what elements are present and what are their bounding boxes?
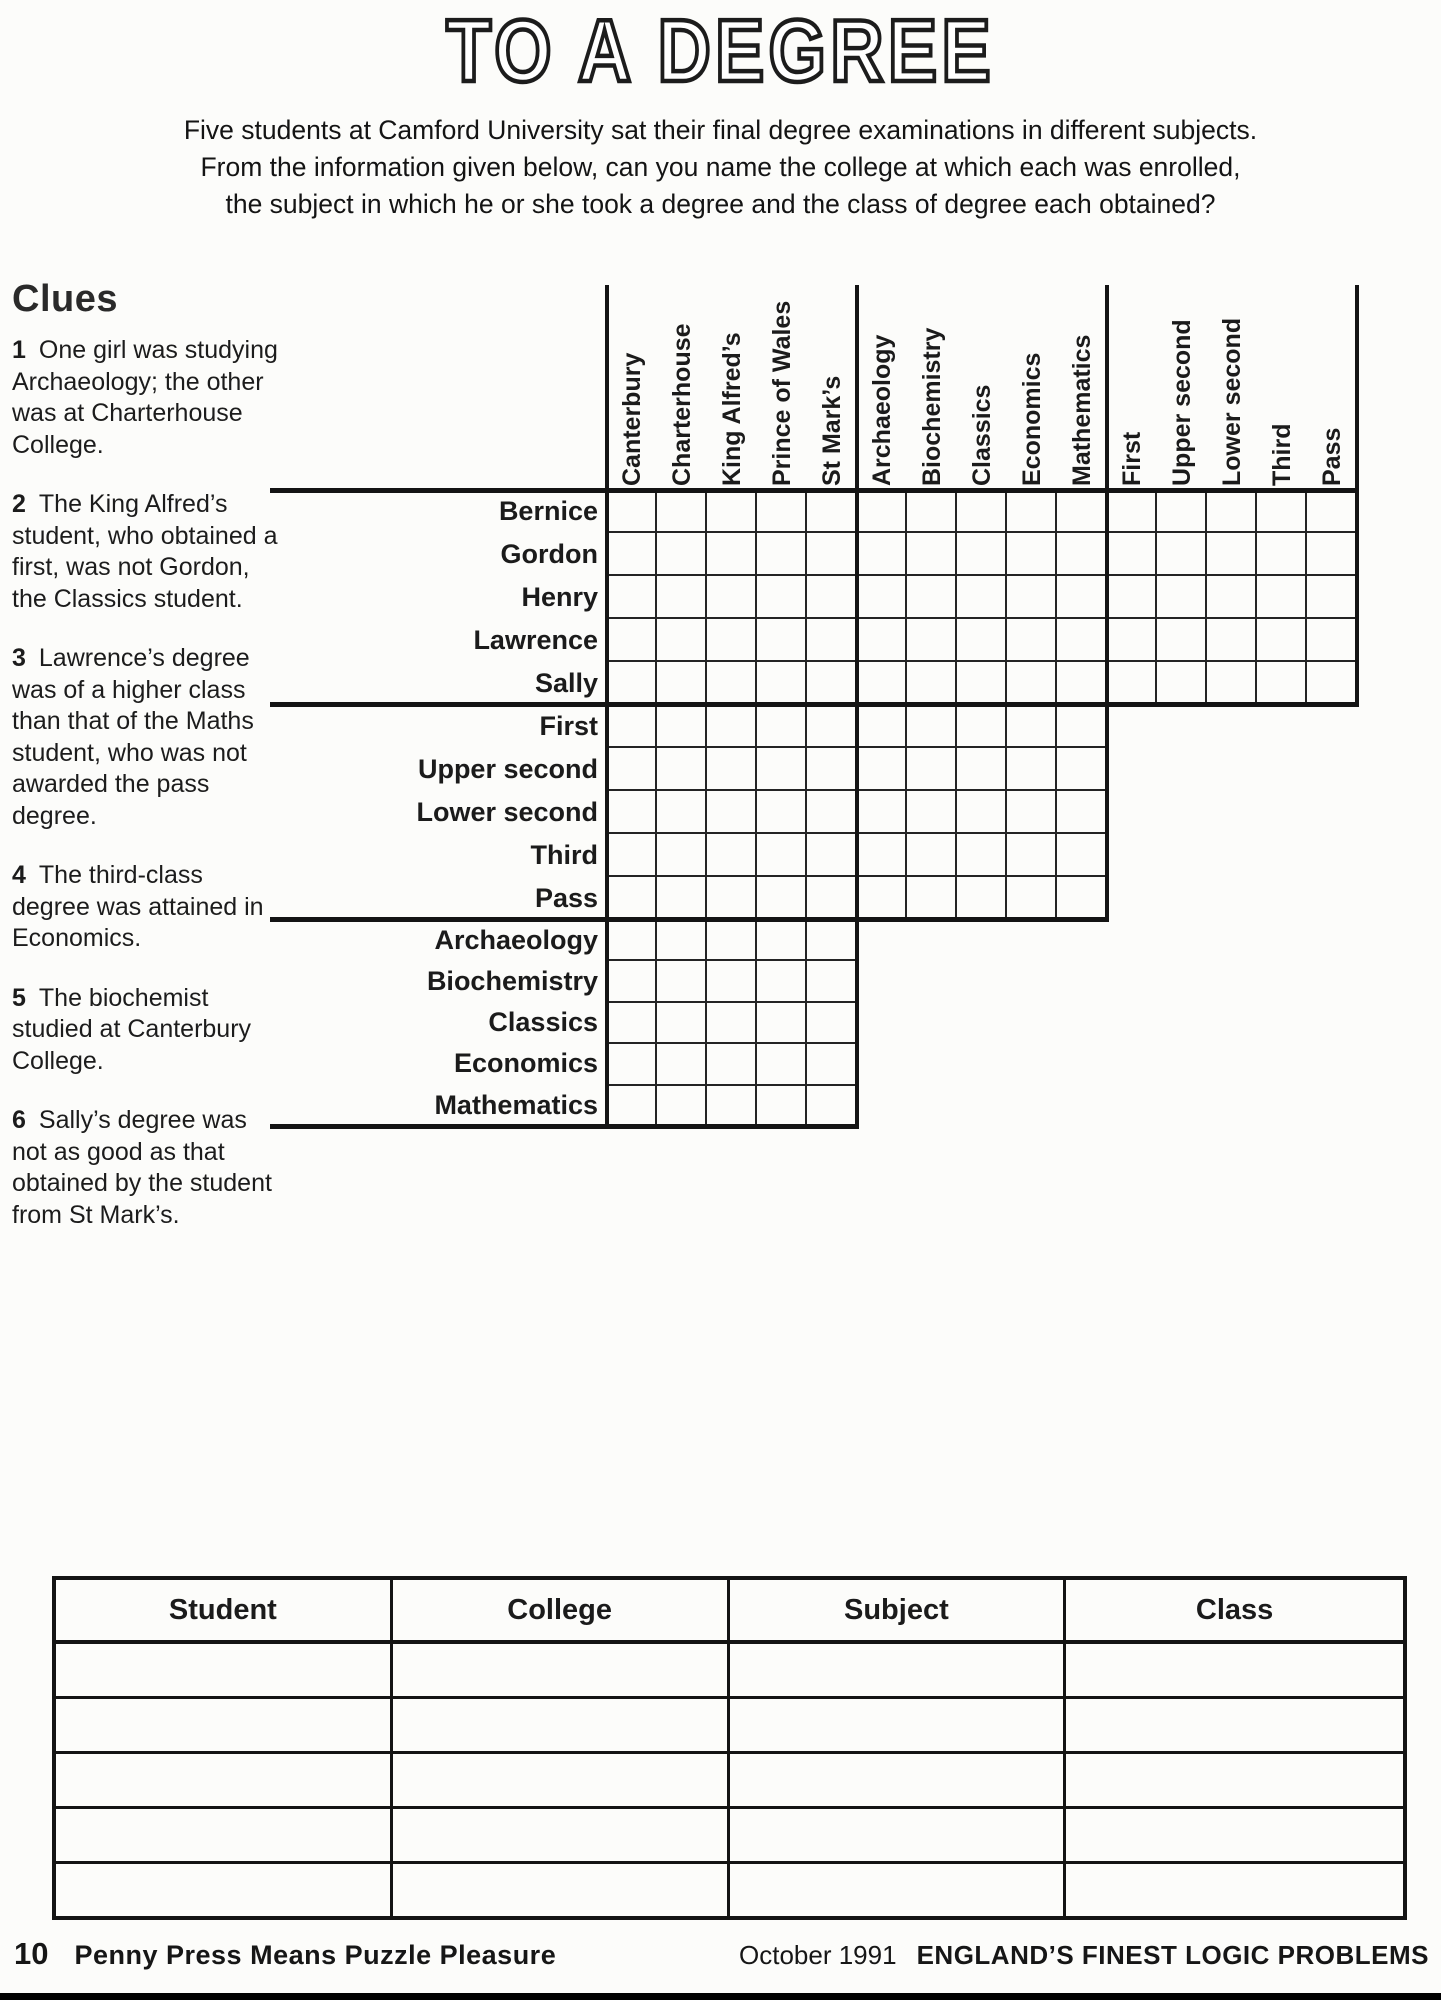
row-label-upper-second: Upper second: [417, 754, 598, 784]
col-header-label: First: [1118, 431, 1146, 486]
grid-cell[interactable]: [1207, 662, 1257, 705]
grid-cell[interactable]: [657, 576, 707, 619]
clues-heading: Clues: [12, 278, 118, 320]
grid-cell[interactable]: [657, 490, 707, 533]
grid-cell[interactable]: [1107, 576, 1157, 619]
answer-cell[interactable]: [1066, 1699, 1403, 1751]
page-title: TO A DEGREE: [446, 1, 995, 100]
row-label-classics: Classics: [488, 1007, 598, 1037]
grid-cell[interactable]: [607, 961, 657, 1002]
answer-cell[interactable]: [56, 1864, 393, 1916]
grid-cell[interactable]: [1257, 533, 1307, 576]
grid-cell[interactable]: [1307, 490, 1357, 533]
grid-cell[interactable]: [607, 748, 657, 791]
grid-cell[interactable]: [957, 490, 1007, 533]
footer-tagline: Penny Press Means Puzzle Pleasure: [74, 1940, 557, 1970]
grid-cell[interactable]: [1007, 705, 1057, 748]
grid-cell[interactable]: [907, 877, 957, 920]
clue-1: [12, 335, 280, 461]
grid-cell[interactable]: [607, 533, 657, 576]
grid-cell[interactable]: [657, 1044, 707, 1085]
issue-date: October 1991: [739, 1940, 897, 1970]
clue-3: [12, 643, 280, 832]
grid-cell[interactable]: [957, 705, 1007, 748]
col-header-label: Economics: [1018, 352, 1046, 486]
grid-cell[interactable]: [807, 662, 857, 705]
grid-cell[interactable]: [1307, 662, 1357, 705]
answer-table-row: [56, 1644, 1403, 1699]
grid-cell[interactable]: [1207, 576, 1257, 619]
grid-cell[interactable]: [607, 791, 657, 834]
grid-cell[interactable]: [607, 920, 657, 961]
answer-cell[interactable]: [56, 1754, 393, 1806]
grid-cell[interactable]: [657, 662, 707, 705]
grid-line: [270, 917, 1109, 922]
grid-cell[interactable]: [657, 748, 707, 791]
grid-line: [1355, 285, 1359, 705]
answer-cell[interactable]: [1066, 1644, 1403, 1696]
col-header-st-marks: [807, 285, 857, 486]
grid-cell[interactable]: [857, 619, 907, 662]
intro-line-3: the subject in which he or she took a degree and the class of degree each obtained?: [225, 189, 1216, 219]
grid-cell[interactable]: [1007, 877, 1057, 920]
clue-6-number: 6: [12, 1106, 26, 1134]
clue-2-text: The King Alfred’s student, who obtained a first, was not Gordon, the Classics student.: [12, 490, 278, 613]
grid-cell[interactable]: [1307, 619, 1357, 662]
grid-cell[interactable]: [1257, 576, 1307, 619]
col-header-first: [1107, 285, 1157, 486]
grid-cell[interactable]: [1257, 490, 1307, 533]
grid-cell[interactable]: [907, 834, 957, 877]
answer-cell[interactable]: [393, 1754, 730, 1806]
answer-table-header: [56, 1580, 1403, 1644]
clue-1-number: 1: [12, 336, 26, 364]
grid-cell[interactable]: [807, 1044, 857, 1085]
col-header-lower-second: [1207, 285, 1257, 486]
row-label-mathematics: Mathematics: [434, 1090, 598, 1120]
grid-cell[interactable]: [807, 619, 857, 662]
grid-cell[interactable]: [707, 834, 757, 877]
grid-cell[interactable]: [857, 834, 907, 877]
col-header-upper-second: [1157, 285, 1207, 486]
clues-panel: [12, 278, 280, 1259]
row-label-sally: Sally: [534, 668, 598, 698]
clue-5: [12, 983, 280, 1078]
clue-5-number: 5: [12, 983, 26, 1012]
grid-cell[interactable]: [707, 1086, 757, 1127]
clue-4: [12, 860, 280, 955]
grid-cell[interactable]: [607, 834, 657, 877]
grid-cell[interactable]: [807, 1086, 857, 1127]
grid-cell[interactable]: [1107, 662, 1157, 705]
grid-cell[interactable]: [1057, 619, 1107, 662]
grid-cell[interactable]: [857, 791, 907, 834]
grid-cell[interactable]: [1107, 619, 1157, 662]
grid-cell[interactable]: [757, 576, 807, 619]
grid-cell[interactable]: [1057, 877, 1107, 920]
col-header-mathematics: [1057, 285, 1107, 486]
grid-cell[interactable]: [807, 533, 857, 576]
grid-cell[interactable]: [607, 1086, 657, 1127]
answer-header-student: Student: [56, 1580, 393, 1640]
col-header-label: Biochemistry: [918, 327, 946, 486]
grid-cell[interactable]: [657, 834, 707, 877]
row-label-biochemistry: Biochemistry: [426, 966, 598, 996]
col-header-label: Canterbury: [618, 352, 646, 486]
grid-cell[interactable]: [707, 748, 757, 791]
clue-2-number: 2: [12, 490, 26, 518]
answer-table-row: [56, 1754, 1403, 1809]
clue-1-text: One girl was studying Archaeology; the other was at Charterhouse College.: [12, 336, 278, 459]
grid-cell[interactable]: [907, 576, 957, 619]
col-header-label: Pass: [1318, 427, 1346, 486]
grid-cell[interactable]: [957, 748, 1007, 791]
clue-5-text: The biochemist studied at Canterbury College.: [12, 983, 252, 1075]
grid-cell[interactable]: [757, 877, 807, 920]
row-label-lawrence: Lawrence: [473, 625, 598, 655]
grid-cell[interactable]: [657, 705, 707, 748]
answer-cell[interactable]: [393, 1644, 730, 1696]
col-header-king-alfreds: [707, 285, 757, 486]
col-header-charterhouse: [657, 285, 707, 486]
grid-cell[interactable]: [1157, 490, 1207, 533]
grid-cell[interactable]: [607, 490, 657, 533]
grid-cell[interactable]: [1007, 791, 1057, 834]
col-header-label: Lower second: [1218, 317, 1246, 486]
grid-cell[interactable]: [607, 1003, 657, 1044]
grid-cell[interactable]: [1107, 533, 1157, 576]
col-header-label: Mathematics: [1068, 334, 1096, 486]
grid-cell[interactable]: [1257, 662, 1307, 705]
grid-cell[interactable]: [707, 1044, 757, 1085]
grid-cell[interactable]: [1057, 490, 1107, 533]
grid-cell[interactable]: [1007, 576, 1057, 619]
grid-cell[interactable]: [757, 961, 807, 1002]
grid-cell[interactable]: [1257, 619, 1307, 662]
col-header-archaeology: [857, 285, 907, 486]
grid-cell[interactable]: [1307, 533, 1357, 576]
grid-cell[interactable]: [757, 1086, 807, 1127]
grid-cell[interactable]: [907, 748, 957, 791]
grid-cell[interactable]: [707, 490, 757, 533]
answer-cell[interactable]: [56, 1644, 393, 1696]
grid-cell[interactable]: [607, 576, 657, 619]
grid-cell[interactable]: [707, 619, 757, 662]
row-label-gordon: Gordon: [500, 539, 598, 569]
col-header-label: Upper second: [1168, 319, 1196, 486]
clue-6: [12, 1105, 280, 1231]
grid-cell[interactable]: [857, 705, 907, 748]
grid-cell[interactable]: [757, 834, 807, 877]
page-number: 10: [14, 1936, 49, 1971]
grid-line: [1105, 285, 1109, 920]
grid-cell[interactable]: [857, 533, 907, 576]
grid-cell[interactable]: [1057, 748, 1107, 791]
col-header-economics: [1007, 285, 1057, 486]
answer-cell[interactable]: [730, 1699, 1067, 1751]
grid-cell[interactable]: [657, 619, 707, 662]
grid-cell[interactable]: [607, 619, 657, 662]
grid-cell[interactable]: [1307, 576, 1357, 619]
row-label-pass: Pass: [534, 883, 598, 913]
grid-cell[interactable]: [957, 576, 1007, 619]
col-header-label: Prince of Wales: [768, 300, 796, 486]
grid-cell[interactable]: [1057, 705, 1107, 748]
grid-cell[interactable]: [1007, 662, 1057, 705]
grid-cell[interactable]: [1107, 490, 1157, 533]
grid-cell[interactable]: [957, 791, 1007, 834]
grid-cell[interactable]: [1207, 490, 1257, 533]
col-header-label: Classics: [968, 384, 996, 486]
grid-cell[interactable]: [707, 1003, 757, 1044]
intro-line-2: From the information given below, can you name the college at which each was enrolled,: [200, 152, 1241, 182]
col-header-classics: [957, 285, 1007, 486]
clue-6-text: Sally’s degree was not as good as that obtained by the student from St Mark’s.: [12, 1106, 272, 1229]
grid-cell[interactable]: [1007, 619, 1057, 662]
col-header-pass: [1307, 285, 1357, 486]
grid-cell[interactable]: [807, 920, 857, 961]
grid-cell[interactable]: [757, 748, 807, 791]
grid-cell[interactable]: [607, 1044, 657, 1085]
answer-header-subject: Subject: [730, 1580, 1067, 1640]
grid-cell[interactable]: [807, 791, 857, 834]
grid-cell[interactable]: [707, 791, 757, 834]
subjects-grid-block: [607, 920, 857, 1127]
students-grid-block: [607, 490, 1357, 705]
row-label-henry: Henry: [521, 582, 598, 612]
answer-cell[interactable]: [730, 1754, 1067, 1806]
grid-cell[interactable]: [707, 533, 757, 576]
grid-cell[interactable]: [1057, 834, 1107, 877]
grid-cell[interactable]: [807, 877, 857, 920]
grid-cell[interactable]: [907, 791, 957, 834]
grid-cell[interactable]: [757, 1044, 807, 1085]
footer-right: [739, 1940, 1429, 1971]
answer-cell[interactable]: [393, 1864, 730, 1916]
grid-cell[interactable]: [807, 576, 857, 619]
col-header-label: Charterhouse: [668, 323, 696, 486]
footer-left: [14, 1936, 556, 1972]
grid-cell[interactable]: [1157, 619, 1207, 662]
grid-cell[interactable]: [1057, 576, 1107, 619]
row-label-lower-second: Lower second: [416, 797, 598, 827]
clue-3-number: 3: [12, 644, 26, 672]
grid-cell[interactable]: [757, 920, 807, 961]
grid-cell[interactable]: [1157, 533, 1207, 576]
grid-line: [270, 702, 1359, 707]
answer-cell[interactable]: [56, 1699, 393, 1751]
col-header-label: King Alfred’s: [718, 332, 746, 486]
grid-cell[interactable]: [857, 662, 907, 705]
grid-cell[interactable]: [1007, 490, 1057, 533]
intro-line-1: Five students at Camford University sat their final degree examinations in different subjects.: [183, 115, 1258, 145]
grid-cell[interactable]: [757, 533, 807, 576]
col-header-prince-of-wales: [757, 285, 807, 486]
answer-cell[interactable]: [393, 1809, 730, 1861]
grid-cell[interactable]: [857, 748, 907, 791]
grid-cell[interactable]: [657, 1086, 707, 1127]
grid-cell[interactable]: [957, 834, 1007, 877]
answer-cell[interactable]: [1066, 1809, 1403, 1861]
clue-4-number: 4: [12, 861, 26, 889]
answer-cell[interactable]: [1066, 1864, 1403, 1916]
grid-line: [270, 488, 1359, 493]
answer-cell[interactable]: [1066, 1754, 1403, 1806]
grid-cell[interactable]: [807, 490, 857, 533]
grid-cell[interactable]: [807, 748, 857, 791]
answer-cell[interactable]: [393, 1699, 730, 1751]
answer-table-row: [56, 1809, 1403, 1864]
row-label-economics: Economics: [453, 1048, 598, 1078]
grid-cell[interactable]: [1207, 533, 1257, 576]
col-header-canterbury: [607, 285, 657, 486]
grid-cell[interactable]: [657, 533, 707, 576]
row-label-bernice: Bernice: [498, 496, 598, 526]
grid-line: [270, 1124, 859, 1129]
col-header-third: [1257, 285, 1307, 486]
grid-cell[interactable]: [1007, 748, 1057, 791]
logic-grid: [270, 285, 1362, 1135]
row-label-archaeology: Archaeology: [434, 925, 598, 955]
grid-cell[interactable]: [607, 705, 657, 748]
page-edge-bar: [0, 1993, 1441, 2000]
clue-3-text: Lawrence’s degree was of a higher class than that of the Maths student, who was not awarded the pass degree.: [12, 644, 254, 830]
answer-cell[interactable]: [56, 1809, 393, 1861]
grid-cell[interactable]: [957, 619, 1007, 662]
grid-cell[interactable]: [657, 1003, 707, 1044]
grid-cell[interactable]: [807, 1003, 857, 1044]
grid-cell[interactable]: [757, 619, 807, 662]
grid-cell[interactable]: [1157, 576, 1207, 619]
grid-cell[interactable]: [1157, 662, 1207, 705]
intro-text: [0, 112, 1441, 223]
grid-cell[interactable]: [907, 533, 957, 576]
grid-cell[interactable]: [757, 1003, 807, 1044]
grid-cell[interactable]: [807, 834, 857, 877]
grid-cell[interactable]: [707, 877, 757, 920]
grid-cell[interactable]: [607, 877, 657, 920]
grid-cell[interactable]: [857, 877, 907, 920]
answer-cell[interactable]: [730, 1644, 1067, 1696]
answer-table: [52, 1576, 1407, 1920]
grid-cell[interactable]: [657, 961, 707, 1002]
grid-cell[interactable]: [807, 961, 857, 1002]
grid-cell[interactable]: [857, 490, 907, 533]
grid-cell[interactable]: [957, 877, 1007, 920]
col-header-label: St Mark’s: [818, 375, 846, 486]
grid-cell[interactable]: [707, 576, 757, 619]
row-label-third: Third: [530, 840, 598, 870]
grid-cell[interactable]: [957, 662, 1007, 705]
row-label-first: First: [539, 711, 598, 741]
grid-cell[interactable]: [757, 791, 807, 834]
grid-cell[interactable]: [907, 662, 957, 705]
answer-table-row: [56, 1864, 1403, 1916]
grid-cell[interactable]: [757, 705, 807, 748]
grid-cell[interactable]: [657, 877, 707, 920]
grid-cell[interactable]: [657, 920, 707, 961]
grid-cell[interactable]: [907, 490, 957, 533]
grid-cell[interactable]: [707, 920, 757, 961]
grid-cell[interactable]: [807, 705, 857, 748]
grid-cell[interactable]: [657, 791, 707, 834]
answer-table-row: [56, 1699, 1403, 1754]
grid-cell[interactable]: [707, 705, 757, 748]
answer-header-class: Class: [1195, 1593, 1274, 1626]
grid-cell[interactable]: [707, 662, 757, 705]
grid-cell[interactable]: [757, 662, 807, 705]
grid-cell[interactable]: [907, 705, 957, 748]
grid-cell[interactable]: [1207, 619, 1257, 662]
grid-cell[interactable]: [707, 961, 757, 1002]
col-header-label: Third: [1268, 423, 1296, 486]
grid-cell[interactable]: [907, 619, 957, 662]
clue-2: [12, 489, 280, 615]
grid-cell[interactable]: [1057, 533, 1107, 576]
grid-cell[interactable]: [1007, 834, 1057, 877]
grid-cell[interactable]: [757, 490, 807, 533]
grid-cell[interactable]: [1007, 533, 1057, 576]
col-header-biochemistry: [907, 285, 957, 486]
footer-brand: ENGLAND’S FINEST LOGIC PROBLEMS: [916, 1940, 1429, 1970]
grid-cell[interactable]: [1057, 791, 1107, 834]
clue-4-text: The third-class degree was attained in Economics.: [12, 861, 264, 952]
grid-cell[interactable]: [957, 533, 1007, 576]
page-footer: [0, 1936, 1441, 1986]
grid-cell[interactable]: [857, 576, 907, 619]
col-header-label: Archaeology: [868, 334, 896, 486]
answer-cell[interactable]: [730, 1864, 1067, 1916]
answer-header-college: College: [393, 1580, 730, 1640]
grid-cell[interactable]: [607, 662, 657, 705]
grid-cell[interactable]: [1057, 662, 1107, 705]
answer-cell[interactable]: [730, 1809, 1067, 1861]
